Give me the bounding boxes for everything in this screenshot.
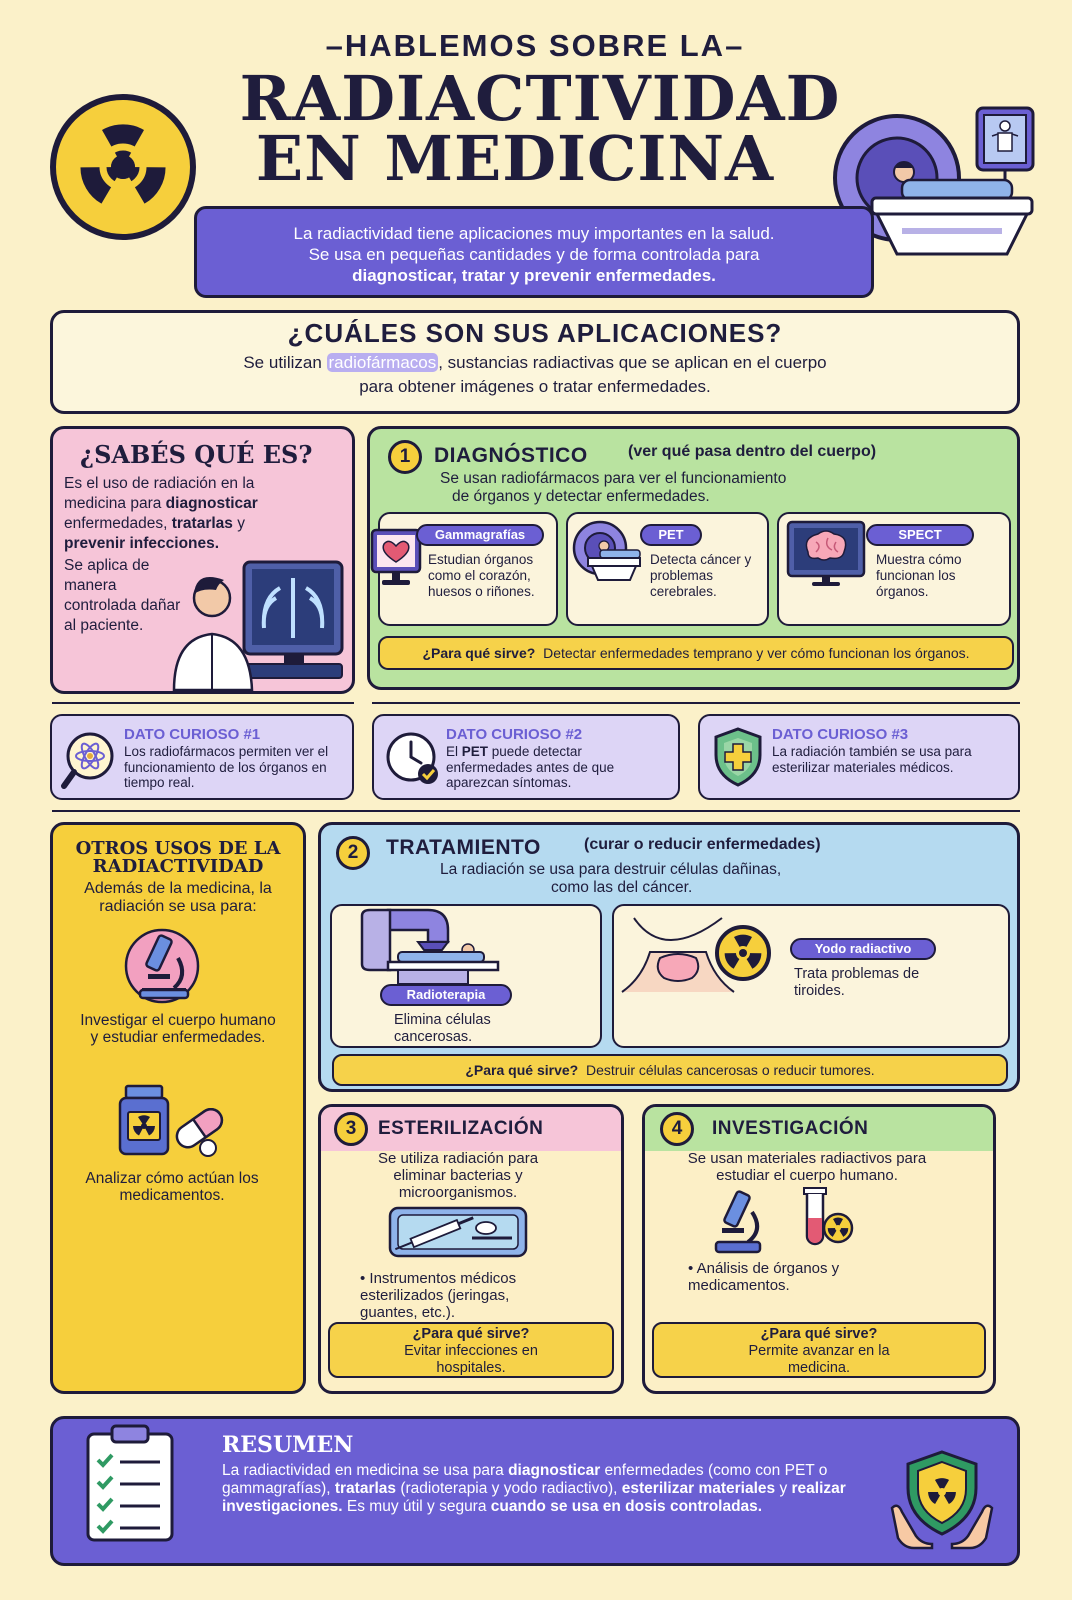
treatment-purpose: ¿Para qué sirve? Destruir células cancerosas o reducir tumores. — [332, 1054, 1008, 1086]
research-bullet: • Análisis de órganos y medicamentos. — [688, 1260, 840, 1294]
fact-3-title: DATO CURIOSO #3 — [772, 726, 909, 743]
intro-line2: Se usa en pequeñas cantidades y de forma controlada para — [308, 245, 760, 264]
syringe-tray-icon — [388, 1206, 528, 1258]
pretitle: –HABLEMOS SOBRE LA– — [325, 28, 745, 63]
clock-check-icon — [384, 730, 442, 788]
shield-cross-icon — [712, 726, 764, 788]
research-desc: Se usan materiales radiactivos para estudiar el cuerpo humano. — [687, 1150, 927, 1184]
divider — [52, 702, 354, 704]
treatment-title: TRATAMIENTO — [386, 836, 541, 859]
spect-label: SPECT — [866, 524, 974, 546]
medicine-bottle-icon — [116, 1084, 226, 1158]
applications-title: ¿CUÁLES SON SUS APLICACIONES? — [287, 318, 783, 348]
research-number: 4 — [660, 1112, 694, 1146]
fact-1-text: Los radiofármacos permiten ver el funcionamiento de los órganos en tiempo real. — [124, 744, 329, 790]
gammagrafias-text: Estudian órganos como el corazón, huesos o riñones. — [428, 552, 535, 599]
iodine-text: Trata problemas de tiroides. — [794, 966, 920, 999]
treatment-desc2: como las del cáncer. — [551, 879, 693, 896]
divider — [372, 702, 1020, 704]
intro-line3: diagnosticar, tratar y prevenir enfermedades. — [352, 266, 716, 285]
intro-line1: La radiactividad tiene aplicaciones muy importantes en la salud. — [293, 224, 775, 243]
radiotherapy-machine-icon — [358, 906, 510, 986]
other-uses-title2: RADIACTIVIDAD — [92, 856, 264, 877]
treatment-number: 2 — [336, 836, 370, 870]
treatment-desc1: La radiación se usa para destruir células dañinas, — [440, 861, 782, 878]
page-title-line2: EN MEDICINA — [255, 122, 775, 195]
fact-3-text: La radiación también se usa para esterilizar materiales médicos. — [772, 744, 972, 775]
spect-text: Muestra cómo funcionan los órganos. — [876, 552, 962, 599]
radiation-icon — [714, 924, 772, 982]
hands-shield-icon — [888, 1448, 996, 1548]
other-uses-title1: OTROS USOS DE LA — [75, 838, 281, 859]
microscope-icon — [112, 928, 212, 1004]
applications-line1: Se utilizan radiofármacos , sustancias radiactivas que se aplican en el cuerpo — [243, 353, 827, 372]
other-uses-item1: Investigar el cuerpo humano y estudiar enfermedades. — [80, 1012, 276, 1046]
heart-monitor-icon — [370, 528, 422, 592]
brain-monitor-icon — [786, 520, 866, 590]
fact-1-title: DATO CURIOSO #1 — [124, 726, 261, 743]
radiotherapy-label: Radioterapia — [380, 984, 512, 1006]
page-title-line1: RADIACTIVIDAD — [239, 62, 841, 135]
iodine-label: Yodo radiactivo — [790, 938, 936, 960]
fact-card-2 — [372, 714, 680, 800]
divider — [52, 810, 1020, 812]
radiotherapy-text: Elimina células cancerosas. — [394, 1012, 491, 1045]
diagnosis-subtitle: (ver qué pasa dentro del cuerpo) — [628, 443, 877, 460]
applications-line2: para obtener imágenes o tratar enfermedades. — [359, 377, 711, 396]
fact-card-1 — [50, 714, 354, 800]
research-title: INVESTIGACIÓN — [712, 1118, 869, 1139]
summary-title: RESUMEN — [222, 1432, 354, 1458]
pet-text: Detecta cáncer y problemas cerebrales. — [650, 552, 752, 599]
clipboard-icon — [84, 1424, 176, 1544]
what-is-paragraph1: Es el uso de radiación en la medicina para diagnosticar enfermedades, tratarlas y prevenir infecciones. — [64, 475, 258, 552]
summary-text: La radiactividad en medicina se usa para diagnosticar enfermedades (como con PET o gammagrafías), tratarlas (radioterapia y yodo radiactivo), esterilizar materiales y realizar investigaciones. Es muy útil y segura cuando se usa en dosis controladas. — [222, 1462, 846, 1515]
sterilization-title: ESTERILIZACIÓN — [378, 1118, 544, 1139]
radiofarmacos-highlight: radiofármacos — [328, 353, 437, 372]
diagnosis-purpose: ¿Para qué sirve? Detectar enfermedades temprano y ver cómo funcionan los órganos. — [378, 636, 1014, 670]
doctor-xray-icon — [172, 560, 352, 690]
pet-label: PET — [640, 524, 702, 546]
gammagrafias-label: Gammagrafías — [416, 524, 544, 546]
diagnosis-title: DIAGNÓSTICO — [434, 444, 588, 467]
diagnosis-desc1: Se usan radiofármacos para ver el funcionamiento — [440, 470, 787, 487]
pet-scanner-icon — [570, 520, 642, 582]
fact-2-title: DATO CURIOSO #2 — [446, 726, 583, 743]
atom-magnifier-icon — [60, 728, 120, 792]
sterilization-number: 3 — [334, 1112, 368, 1146]
test-tube-icon — [800, 1186, 856, 1252]
treatment-subtitle: (curar o reducir enfermedades) — [584, 836, 821, 853]
microscope-icon — [708, 1190, 768, 1256]
what-is-paragraph2: Se aplica de manera controlada dañar al paciente. — [64, 557, 181, 634]
other-uses-item2: Analizar cómo actúan los medicamentos. — [85, 1170, 259, 1204]
sterilization-purpose: ¿Para qué sirve? Evitar infecciones en hospitales. — [328, 1322, 614, 1378]
other-uses-intro: Además de la medicina, la radiación se usa para: — [84, 880, 272, 915]
sterilization-desc: Se utiliza radiación para eliminar bacterias y microorganismos. — [377, 1150, 539, 1201]
fact-card-3 — [698, 714, 1020, 800]
diagnosis-desc2: de órganos y detectar enfermedades. — [452, 488, 710, 505]
what-is-title: ¿SABÉS QUÉ ES? — [80, 440, 313, 469]
research-purpose: ¿Para qué sirve? Permite avanzar en la medicina. — [652, 1322, 986, 1378]
radiation-icon — [48, 92, 198, 242]
sterilization-bullet: • Instrumentos médicos esterilizados (jeringas, guantes, etc.). — [360, 1270, 517, 1321]
fact-2-text: El PET puede detectar enfermedades antes de que aparezcan síntomas. — [446, 744, 615, 790]
diagnosis-number: 1 — [388, 440, 422, 474]
